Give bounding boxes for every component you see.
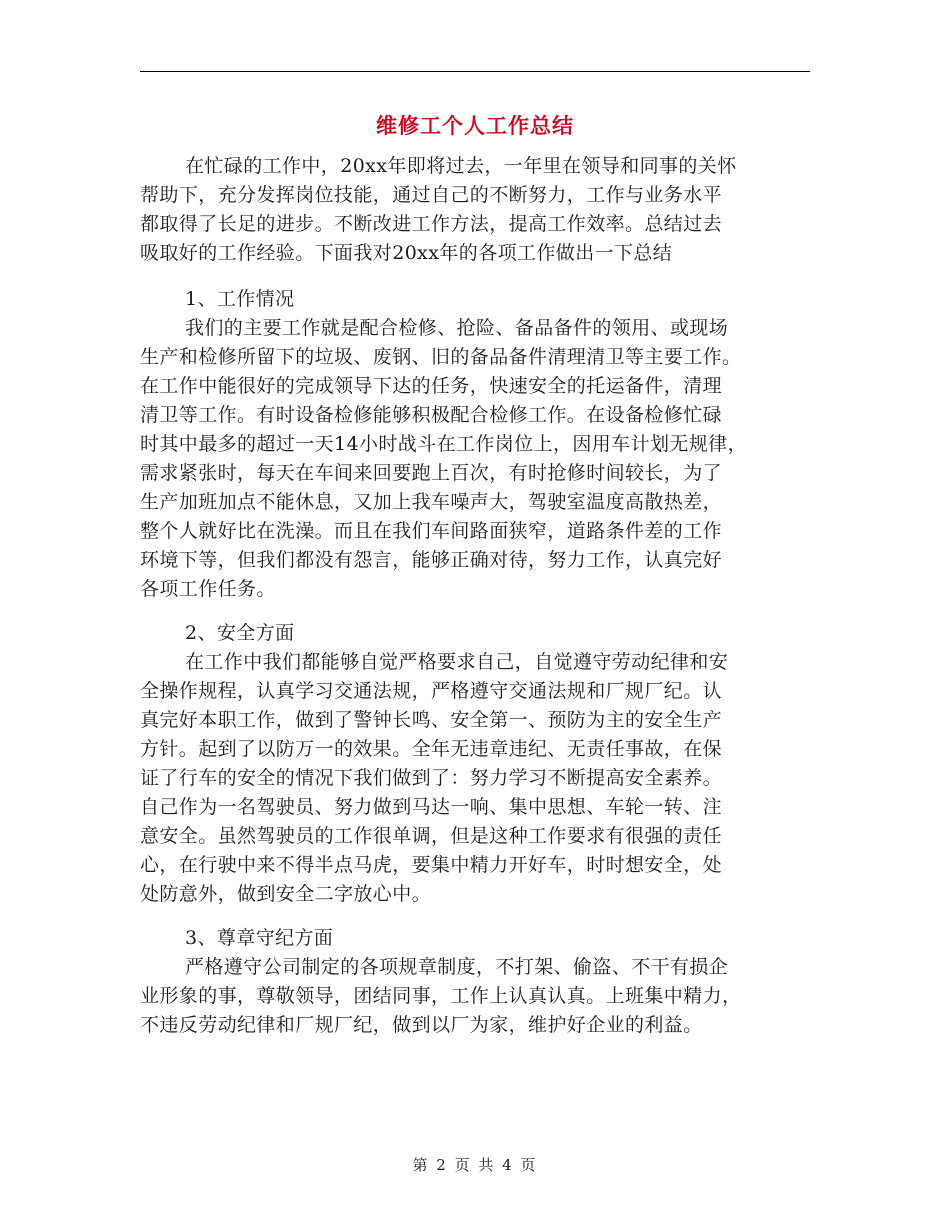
- document-title: 维修工个人工作总结: [376, 113, 574, 138]
- paragraph-line: 我们的主要工作就是配合检修、抢险、备品备件的领用、或现场: [185, 317, 729, 339]
- paragraph-line: 真完好本职工作，做到了警钟长鸣、安全第一、预防为主的安全生产: [140, 709, 723, 731]
- paragraph-line: 吸取好的工作经验。下面我对20xx年的各项工作做出一下总结: [140, 242, 673, 264]
- paragraph-line: 严格遵守公司制定的各项规章制度，不打架、偷盗、不干有损企: [185, 956, 729, 978]
- page-number: 第 2 页 共 4 页: [412, 1156, 538, 1174]
- paragraph-line: 整个人就好比在洗澡。而且在我们车间路面狭窄，道路条件差的工作: [140, 520, 723, 542]
- paragraph-line: 帮助下，充分发挥岗位技能，通过自己的不断努力，工作与业务水平: [140, 184, 723, 206]
- paragraph-line: 自己作为一名驾驶员、努力做到马达一响、集中思想、车轮一转、注: [140, 796, 723, 818]
- paragraph-line: 生产和检修所留下的垃圾、废钢、旧的备品备件清理清卫等主要工作。: [140, 346, 742, 368]
- paragraph-line: 在忙碌的工作中，20xx年即将过去，一年里在领导和同事的关怀: [185, 155, 737, 177]
- header-rule: [140, 71, 810, 72]
- paragraph-line: 心，在行驶中来不得半点马虎，要集中精力开好车，时时想安全，处: [140, 854, 723, 876]
- paragraph-line: 清卫等工作。有时设备检修能够积极配合检修工作。在设备检修忙碌: [140, 404, 723, 426]
- paragraph-line: 处防意外，做到安全二字放心中。: [140, 883, 432, 905]
- paragraph-line: 全操作规程，认真学习交通法规，严格遵守交通法规和厂规厂纪。认: [140, 680, 723, 702]
- paragraph-line: 环境下等，但我们都没有怨言，能够正确对待，努力工作，认真完好: [140, 549, 723, 571]
- paragraph-line: 都取得了长足的进步。不断改进工作方法，提高工作效率。总结过去: [140, 213, 723, 235]
- paragraph-line: 业形象的事，尊敬领导，团结同事，工作上认真认真。上班集中精力，: [140, 985, 742, 1007]
- paragraph-line: 方针。起到了以防万一的效果。全年无违章违纪、无责任事故，在保: [140, 738, 723, 760]
- paragraph-line: 证了行车的安全的情况下我们做到了：努力学习不断提高安全素养。: [140, 767, 723, 789]
- section-heading: 1、工作情况: [185, 288, 295, 310]
- paragraph-line: 在工作中能很好的完成领导下达的任务，快速安全的托运备件，清理: [140, 375, 723, 397]
- paragraph-line: 意安全。虽然驾驶员的工作很单调，但是这种工作要求有很强的责任: [140, 825, 723, 847]
- paragraph-line: 各项工作任务。: [140, 578, 276, 600]
- paragraph-line: 在工作中我们都能够自觉严格要求自己，自觉遵守劳动纪律和安: [185, 651, 729, 673]
- paragraph-line: 需求紧张时，每天在车间来回要跑上百次，有时抢修时间较长，为了: [140, 462, 723, 484]
- paragraph-line: 生产加班加点不能休息，又加上我车噪声大，驾驶室温度高散热差，: [140, 491, 723, 513]
- paragraph-line: 不违反劳动纪律和厂规厂纪，做到以厂为家，维护好企业的利益。: [140, 1014, 703, 1036]
- section-heading: 2、安全方面: [185, 622, 295, 644]
- section-heading: 3、尊章守纪方面: [185, 927, 334, 949]
- paragraph-line: 时其中最多的超过一天14小时战斗在工作岗位上，因用车计划无规律，: [140, 433, 747, 455]
